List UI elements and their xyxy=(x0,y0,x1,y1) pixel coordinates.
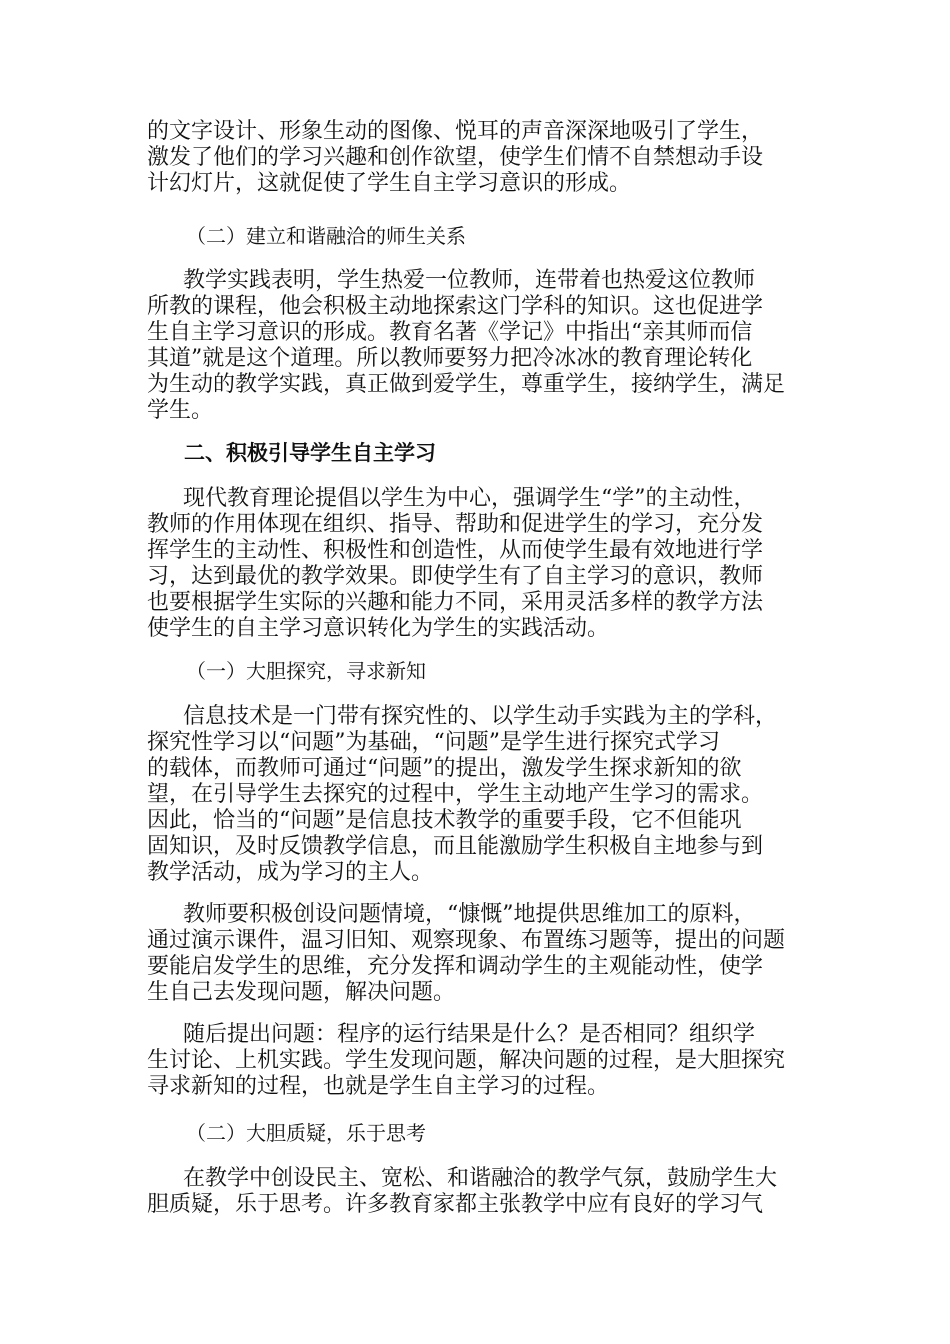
paragraph-raise-questions xyxy=(147,1022,807,1100)
paragraph-intro xyxy=(147,119,807,197)
paragraph-line: 的载体，而教师可通过“问题”的提出，激发学生探求新知的欲 xyxy=(147,756,742,781)
paragraph-line: 生自主学习意识的形成。教育名著《学记》中指出“亲其师而信 xyxy=(147,320,753,345)
paragraph-democratic-atmosphere xyxy=(147,1166,807,1218)
paragraph-line: 为生动的教学实践，真正做到爱学生，尊重学生，接纳学生，满足 xyxy=(147,372,786,397)
subheading-bold-questioning: （二）大胆质疑，乐于思考 xyxy=(186,1121,426,1145)
paragraph-line: 挥学生的主动性、积极性和创造性，从而使学生最有效地进行学 xyxy=(147,538,764,563)
paragraph-line: 教师的作用体现在组织、指导、帮助和促进学生的学习，充分发 xyxy=(147,512,764,537)
section-heading-guide-self-learning: 二、积极引导学生自主学习 xyxy=(184,441,436,465)
paragraph-line: 固知识，及时反馈教学信息，而且能激励学生积极自主地参与到 xyxy=(147,834,764,859)
paragraph-line: 的文字设计、形象生动的图像、悦耳的声音深深地吸引了学生， xyxy=(147,119,764,144)
paragraph-line: 教学活动，成为学习的主人。 xyxy=(147,860,434,885)
paragraph-line: 教学实践表明，学生热爱一位教师，连带着也热爱这位教师 xyxy=(183,268,756,293)
paragraph-line: 生讨论、上机实践。学生发现问题，解决问题的过程，是大胆探究 xyxy=(147,1048,786,1073)
paragraph-line: 因此，恰当的“问题”是信息技术教学的重要手段，它不但能巩 xyxy=(147,808,742,833)
paragraph-line: 探究性学习以“问题”为基础，“问题”是学生进行探究式学习 xyxy=(147,730,720,755)
paragraph-line: 教师要积极创设问题情境，“慷慨”地提供思维加工的原料， xyxy=(183,902,756,927)
paragraph-line: 在教学中创设民主、宽松、和谐融洽的教学气氛，鼓励学生大 xyxy=(183,1166,778,1191)
paragraph-problem-situation xyxy=(147,902,807,1006)
paragraph-line: 计幻灯片，这就促使了学生自主学习意识的形成。 xyxy=(147,171,632,196)
paragraph-line: 生自己去发现问题，解决问题。 xyxy=(147,980,456,1005)
paragraph-line: 要能启发学生的思维，充分发挥和调动学生的主观能动性，使学 xyxy=(147,954,764,979)
paragraph-line: 望，在引导学生去探究的过程中，学生主动地产生学习的需求。 xyxy=(147,782,764,807)
paragraph-line: 信息技术是一门带有探究性的、以学生动手实践为主的学科， xyxy=(183,704,778,729)
paragraph-information-technology xyxy=(147,704,807,886)
paragraph-teacher-student xyxy=(147,268,807,424)
paragraph-line: 习，达到最优的教学效果。即使学生有了自主学习的意识，教师 xyxy=(147,564,764,589)
subheading-teacher-student-relationship: （二）建立和谐融洽的师生关系 xyxy=(186,224,466,248)
paragraph-line: 随后提出问题：程序的运行结果是什么？是否相同？组织学 xyxy=(183,1022,756,1047)
paragraph-line: 激发了他们的学习兴趣和创作欲望，使学生们情不自禁想动手设 xyxy=(147,145,764,170)
paragraph-modern-theory xyxy=(147,486,807,642)
paragraph-line: 所教的课程，他会积极主动地探索这门学科的知识。这也促进学 xyxy=(147,294,764,319)
paragraph-line: 学生。 xyxy=(147,398,214,423)
paragraph-line: 胆质疑，乐于思考。许多教育家都主张教学中应有良好的学习气 xyxy=(147,1192,764,1217)
paragraph-line: 寻求新知的过程，也就是学生自主学习的过程。 xyxy=(147,1074,610,1099)
paragraph-line: 使学生的自主学习意识转化为学生的实践活动。 xyxy=(147,616,610,641)
paragraph-line: 现代教育理论提倡以学生为中心，强调学生“学”的主动性， xyxy=(183,486,756,511)
paragraph-line: 也要根据学生实际的兴趣和能力不同，采用灵活多样的教学方法 xyxy=(147,590,764,615)
paragraph-line: 其道”就是这个道理。所以教师要努力把冷冰冰的教育理论转化 xyxy=(147,346,753,371)
subheading-explore-new-knowledge: （一）大胆探究，寻求新知 xyxy=(186,659,426,683)
paragraph-line: 通过演示课件，温习旧知、观察现象、布置练习题等，提出的问题 xyxy=(147,928,786,953)
